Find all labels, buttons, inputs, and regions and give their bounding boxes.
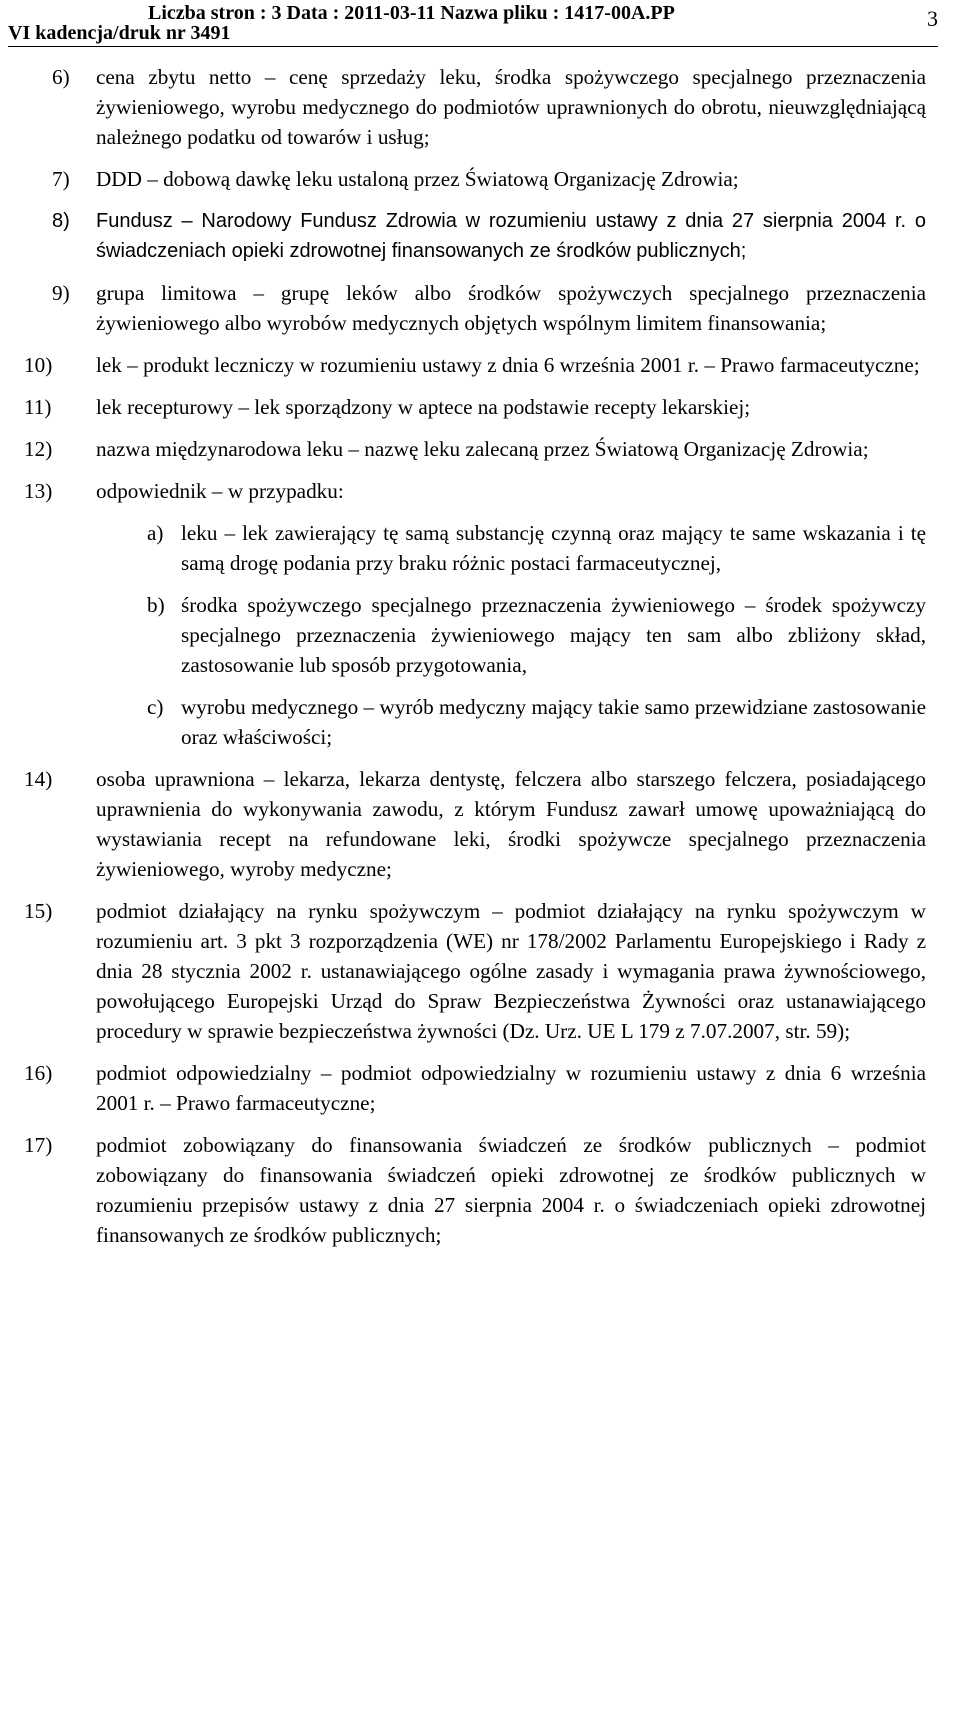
item-text: lek recepturowy – lek sporządzony w aptece na podstawie recepty lekarskiej; (96, 395, 751, 419)
header-metadata: Liczba stron : 3 Data : 2011-03-11 Nazwa pliku : 1417-00A.PP (148, 2, 675, 24)
list-item (52, 164, 926, 194)
sub-item-label: a) (147, 521, 164, 545)
page-number: 3 (927, 6, 938, 31)
item-number: 11) (24, 395, 52, 419)
item-number: 10) (24, 353, 53, 377)
item-text: nazwa międzynarodowa leku – nazwę leku zalecaną przez Światową Organizację Zdrowia; (96, 437, 869, 461)
item-number: 9) (52, 281, 70, 305)
item-text: cena zbytu netto – cenę sprzedaży leku, środka spożywczego specjalnego przeznaczenia żywieniowego, wyrobu medycznego do podmiotów uprawnionych do obrotu, nieuwzględniającą należnego podatku od towarów i usług; (96, 65, 926, 149)
list-item (24, 1058, 926, 1118)
item-number: 7) (52, 167, 70, 191)
header-print-number: VI kadencja/druk nr 3491 (8, 22, 231, 44)
item-text: lek – produkt leczniczy w rozumieniu ustawy z dnia 6 września 2001 r. – Prawo farmaceutyczne; (96, 353, 920, 377)
item-number: 14) (24, 767, 53, 791)
list-item (24, 896, 926, 1046)
document-header (0, 0, 960, 50)
sub-item-text: wyrobu medycznego – wyrób medyczny mający takie samo przewidziane zastosowanie oraz właściwości; (181, 695, 926, 749)
list-item (24, 764, 926, 884)
item-text: osoba uprawniona – lekarza, lekarza dentystę, felczera albo starszego felczera, posiadającego uprawnienia do wykonywania zawodu, z którym Fundusz zawarł umowę upoważniającą do wystawiania recept na refundowane leki, środki spożywcze specjalnego przeznaczenia żywieniowego, wyroby medyczne; (96, 767, 926, 881)
list-item (52, 62, 926, 152)
list-item (24, 1130, 926, 1250)
item-number: 17) (24, 1133, 53, 1157)
item-text: grupa limitowa – grupę leków albo środków spożywczych specjalnego przeznaczenia żywieniowego albo wyrobów medycznych objętych wspólnym limitem finansowania; (96, 281, 926, 335)
sub-item-text: środka spożywczego specjalnego przeznaczenia żywieniowego – środek spożywczy specjalnego przeznaczenia żywieniowego mający ten sam albo zbliżony skład, zastosowanie lub sposób przygotowania, (181, 593, 926, 677)
item-text: DDD – dobową dawkę leku ustaloną przez Światową Organizację Zdrowia; (96, 167, 739, 191)
item-number: 13) (24, 479, 53, 503)
list-item (52, 278, 926, 338)
sub-item-label: b) (147, 593, 165, 617)
sub-item-label: c) (147, 695, 164, 719)
item-number: 12) (24, 437, 53, 461)
item-text: podmiot zobowiązany do finansowania świadczeń ze środków publicznych – podmiot zobowiązany do finansowania świadczeń opieki zdrowotnej ze środków publicznych w rozumieniu przepisów ustawy z dnia 27 sierpnia 2004 r. o świadczeniach opieki zdrowotnej finansowanych ze środków publicznych; (96, 1133, 926, 1247)
sub-item (52, 518, 926, 578)
item-number: 6) (52, 65, 70, 89)
item-text: Fundusz – Narodowy Fundusz Zdrowia w rozumieniu ustawy z dnia 27 sierpnia 2004 r. o świadczeniach opieki zdrowotnej finansowanych ze środków publicznych; (96, 210, 926, 262)
item-number: 8) (52, 210, 70, 232)
list-item (24, 350, 926, 380)
item-text: odpowiednik – w przypadku: (96, 479, 344, 503)
item-number: 15) (24, 899, 53, 923)
sub-item (52, 590, 926, 680)
list-item (24, 476, 926, 506)
item-text: podmiot działający na rynku spożywczym – podmiot działający na rynku spożywczym w rozumieniu art. 3 pkt 3 rozporządzenia (WE) nr 178/2002 Parlamentu Europejskiego i Rady z dnia 28 stycznia 2002 r. ustanawiającego ogólne zasady i wymagania prawa żywnościowego, powołującego Europejski Urząd do Spraw Bezpieczeństwa Żywności oraz ustanawiającego procedury w sprawie bezpieczeństwa żywności (Dz. Urz. UE L 179 z 7.07.2007, str. 59); (96, 899, 926, 1043)
list-item (24, 392, 926, 422)
item-text: podmiot odpowiedzialny – podmiot odpowiedzialny w rozumieniu ustawy z dnia 6 września 2001 r. – Prawo farmaceutyczne; (96, 1061, 926, 1115)
sub-item-text: leku – lek zawierający tę samą substancję czynną oraz mający te same wskazania i tę samą drogę podania przy braku różnic postaci farmaceutycznej, (181, 521, 926, 575)
sub-item (52, 692, 926, 752)
list-item (24, 434, 926, 464)
list-item (52, 206, 926, 266)
document-body (24, 62, 926, 1262)
item-number: 16) (24, 1061, 53, 1085)
header-rule (8, 46, 938, 47)
